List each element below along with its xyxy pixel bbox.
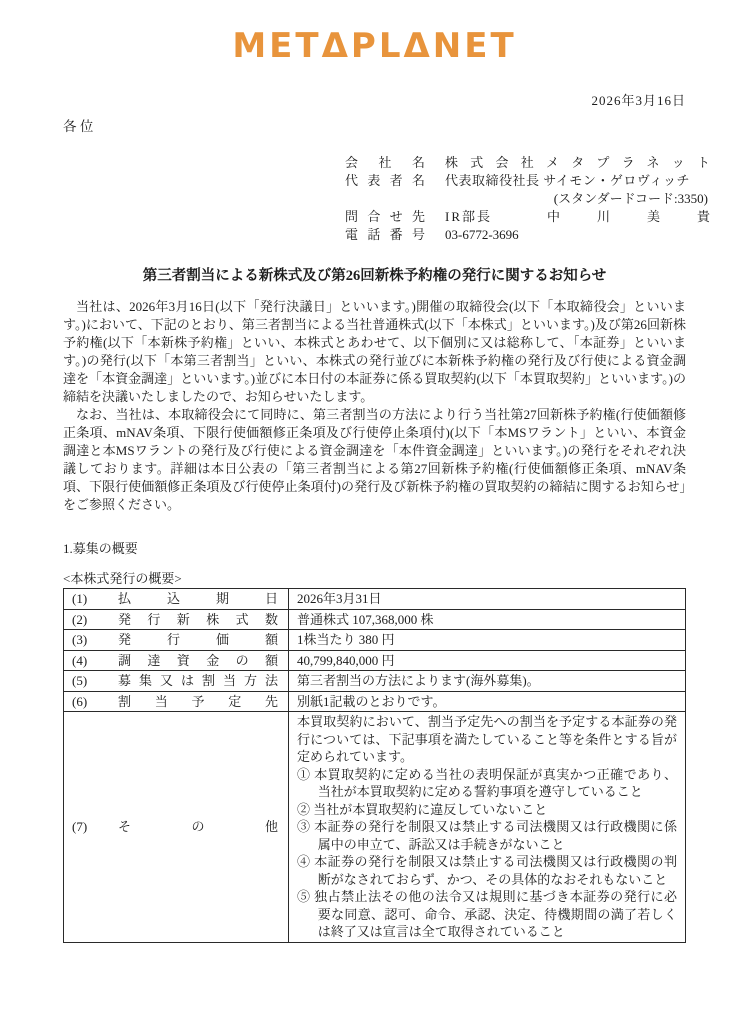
body-text: [63, 298, 686, 514]
standard-code-spacer: [345, 190, 425, 208]
row-label: 払込期日: [118, 591, 278, 606]
row-value: 第三者割当の方法によります(海外募集)。: [289, 671, 686, 692]
row-label: 募集又は割当方法: [118, 673, 278, 688]
condition-item-1: ① 本買取契約に定める当社の表明保証が真実かつ正確であり、当社が本買取契約に定める誓約事項を遵守していること: [297, 766, 677, 799]
condition-item-5: ⑤ 独占禁止法その他の法令又は規則に基づき本証券の発行に必要な同意、認可、命令、承認、決定、待機期間の満了若しくは終了又は宣言は全て取得されていること: [297, 889, 677, 939]
table-row: [64, 691, 686, 712]
metaplanet-logo: METΔPLΔNET: [232, 26, 517, 66]
row-value: 40,799,840,000 円: [289, 650, 686, 671]
table-row: [64, 630, 686, 651]
body-paragraph-1: 当社は、2026年3月16日(以下「発行決議日」といいます。)開催の取締役会(以下「本取締役会」といいます。)において、下記のとおり、第三者割当による当社普通株式(以下「本株式」といいます。)及び第26回新株予約権(以下「本新株予約権」といい、本株式とあわせて、以下個別に又は総称して、「本証券」といいます。)の発行(以下「本第三者割当」といい、本株式の発行並びに本新株予約権の発行及び行使による資金調達を「本資金調達」といいます。)並びに本日付の本証券に係る買取契約(以下「本買取契約」といいます。)の締結を決議いたしましたので、お知らせいたします。: [63, 299, 686, 404]
standard-code-note: (スタンダードコード:3350): [553, 191, 708, 206]
row-value: 2026年3月31日: [289, 589, 686, 610]
section-heading: 1.募集の概要: [63, 541, 138, 556]
table-row: [64, 671, 686, 692]
condition-item-4: ④ 本証券の発行を制限又は禁止する司法機関又は行政機関の判断がなされておらず、かつ、その具体的なおそれもないこと: [297, 854, 677, 887]
offering-summary-table: [63, 588, 686, 943]
contact-label: 問合せ先: [345, 209, 425, 224]
company-name-row: [345, 154, 710, 172]
table-row: [64, 650, 686, 671]
table-subheading: <本株式発行の概要>: [63, 571, 182, 586]
document-date: 2026年3月16日: [591, 93, 686, 108]
row-label: 発行価額: [118, 632, 278, 647]
addressee: 各 位: [63, 119, 94, 134]
body-paragraph-2: なお、当社は、本取締役会にて同時に、第三者割当の方法により行う当社第27回新株予約権(行使価額修正条項、mNAV条項、下限行使価額修正条項及び行使停止条項付)(以下「本MSワラント」といい、本資金調達と本MSワラントの発行及び行使による資金調達を「本件資金調達」といいます。)の発行をそれぞれ決議しております。詳細は本日公表の「第三者割当による第27回新株予約権(行使価額修正条項、mNAV条項、下限行使価額修正条項及び行使停止条項付)の発行及び新株予約権の買取契約の締結に関するお知らせ」をご参照ください。: [63, 407, 686, 512]
row-number: (2): [72, 611, 88, 627]
row-value: 別紙1記載のとおりです。: [289, 691, 686, 712]
phone-label: 電話番号: [345, 227, 425, 242]
phone-value: 03-6772-3696: [445, 227, 519, 242]
row-value: 1株当たり 380 円: [289, 630, 686, 651]
row-label: その他: [118, 819, 278, 834]
table-row: [64, 609, 686, 630]
row-number: (7): [72, 819, 88, 834]
page-title: 第三者割当による新株式及び第26回新株予約権の発行に関するお知らせ: [142, 268, 607, 284]
row-number: (5): [72, 673, 88, 688]
company-info-block: [345, 154, 710, 244]
phone-row: [345, 226, 710, 244]
other-conditions-lead: 本買取契約において、割当予定先への割当を予定する本証券の発行については、下記事項を満たしていること等を条件とする旨が定められています。: [297, 714, 677, 764]
row-label: 調達資金の額: [118, 652, 278, 668]
standard-code-row: [345, 190, 710, 208]
row-label: 発行新株式数: [118, 611, 278, 627]
representative-label: 代表者名: [345, 173, 425, 188]
row-number: (3): [72, 632, 88, 647]
row-number: (4): [72, 652, 88, 668]
company-name-value: 株式会社メタプラネット: [445, 155, 710, 170]
condition-item-3: ③ 本証券の発行を制限又は禁止する司法機関又は行政機関に係属中の申立て、訴訟又は手続きがないこと: [297, 819, 677, 852]
contact-person: 中川美貴: [547, 209, 710, 224]
table-row-other: [64, 712, 686, 943]
company-name-label: 会社名: [345, 155, 425, 170]
contact-department: IR部長: [445, 209, 493, 224]
representative-value: 代表取締役社長 サイモン・ゲロヴィッチ: [445, 173, 691, 188]
row-label: 割当予定先: [118, 693, 278, 709]
row-value: 普通株式 107,368,000 株: [289, 609, 686, 630]
row-number: (6): [72, 693, 88, 709]
condition-item-2: ② 当社が本買取契約に違反していないこと: [297, 801, 548, 817]
contact-value: [445, 208, 710, 226]
row-number: (1): [72, 591, 88, 606]
table-row: [64, 589, 686, 610]
contact-row: [345, 208, 710, 226]
representative-row: [345, 172, 710, 190]
